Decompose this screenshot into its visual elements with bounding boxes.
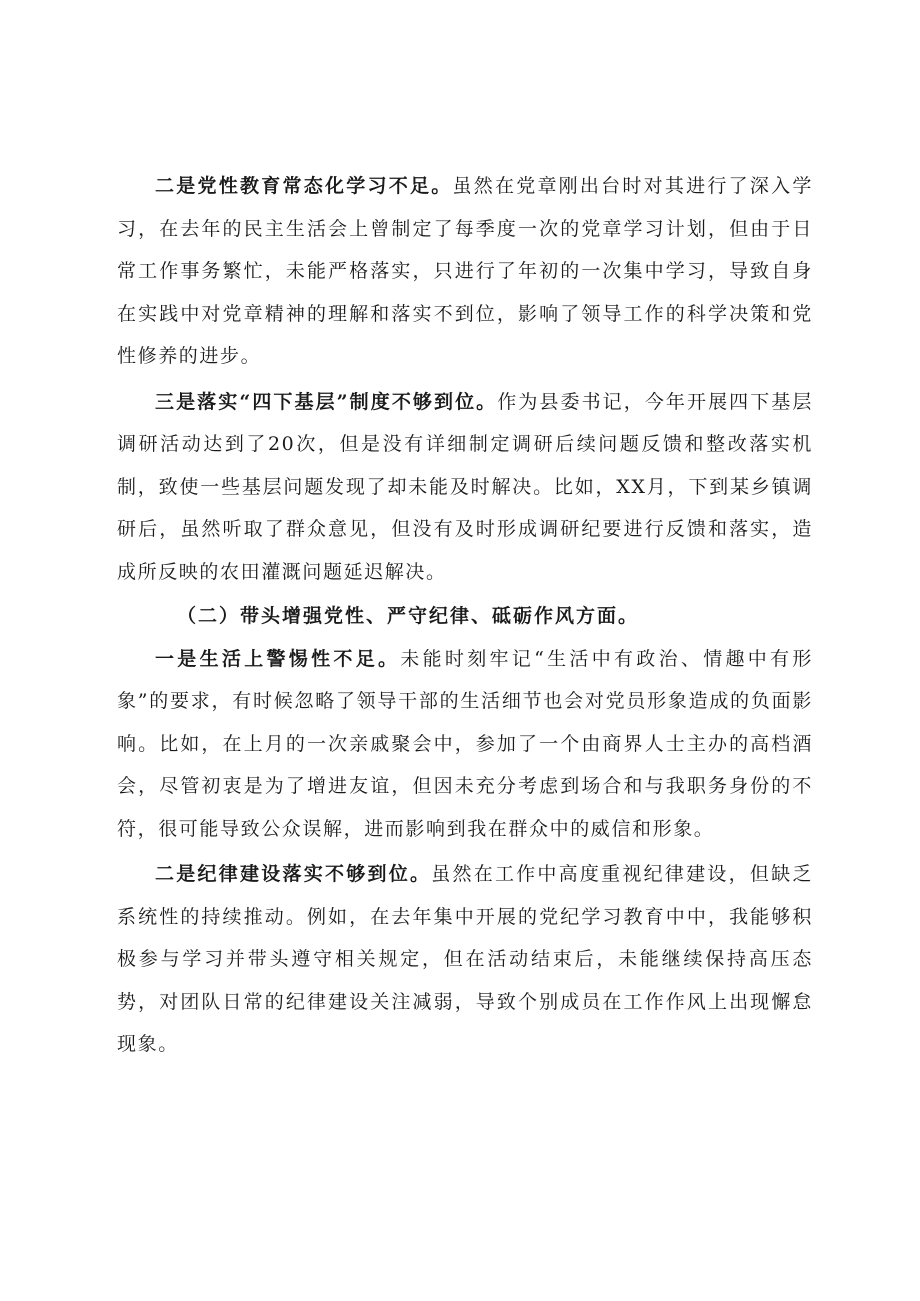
paragraph-four-downs [117, 381, 813, 594]
paragraph-party-education [117, 165, 813, 378]
paragraph-text: 作为县委书记，今年开展四下基层调研活动达到了20次，但是没有详细制定调研后续问题反馈和整改落实机制，致使一些基层问题发现了却未能及时解决。比如，XX月，下到某乡镇调研后，虽然听取了群众意见，但没有及时形成调研纪要进行反馈和落实，造成所反映的农田灌溉问题延迟解决。 [117, 390, 813, 583]
paragraph-text: 虽然在党章刚出台时对其进行了深入学习，在去年的民主生活会上曾制定了每季度一次的党章学习计划，但由于日常工作事务繁忙，未能严格落实，只进行了年初的一次集中学习，导致自身在实践中对党章精神的理解和落实不到位，影响了领导工作的科学决策和党性修养的进步。 [117, 175, 813, 367]
paragraph-lead: 一是生活上警惕性不足。 [155, 647, 401, 670]
paragraph-lead: 三是落实“四下基层”制度不够到位。 [155, 390, 498, 413]
document-body [117, 165, 813, 1066]
paragraph-life-vigilance [117, 638, 813, 851]
paragraph-text: 未能时刻牢记“生活中有政治、情趣中有形象”的要求，有时候忽略了领导干部的生活细节也会对党员形象造成的负面影响。比如，在上月的一次亲戚聚会中，参加了一个由商界人士主办的高档酒会，尽管初衷是为了增进友谊，但因未充分考虑到场合和与我职务身份的不符，很可能导致公众误解，进而影响到我在群众中的威信和形象。 [117, 647, 813, 840]
section-heading: （二）带头增强党性、严守纪律、砥砺作风方面。 [177, 605, 640, 627]
paragraph-text: 虽然在工作中高度重视纪律建设，但缺乏系统性的持续推动。例如，在去年集中开展的党纪学习教育中中，我能够积极参与学习并带头遵守相关规定，但在活动结束后，未能继续保持高压态势，对团队日常的纪律建设关注减弱，导致个别成员在工作作风上出现懈怠现象。 [117, 863, 813, 1055]
paragraph-discipline [117, 853, 813, 1066]
paragraph-lead: 二是党性教育常态化学习不足。 [155, 175, 453, 197]
paragraph-lead: 二是纪律建设落实不够到位。 [155, 863, 432, 885]
